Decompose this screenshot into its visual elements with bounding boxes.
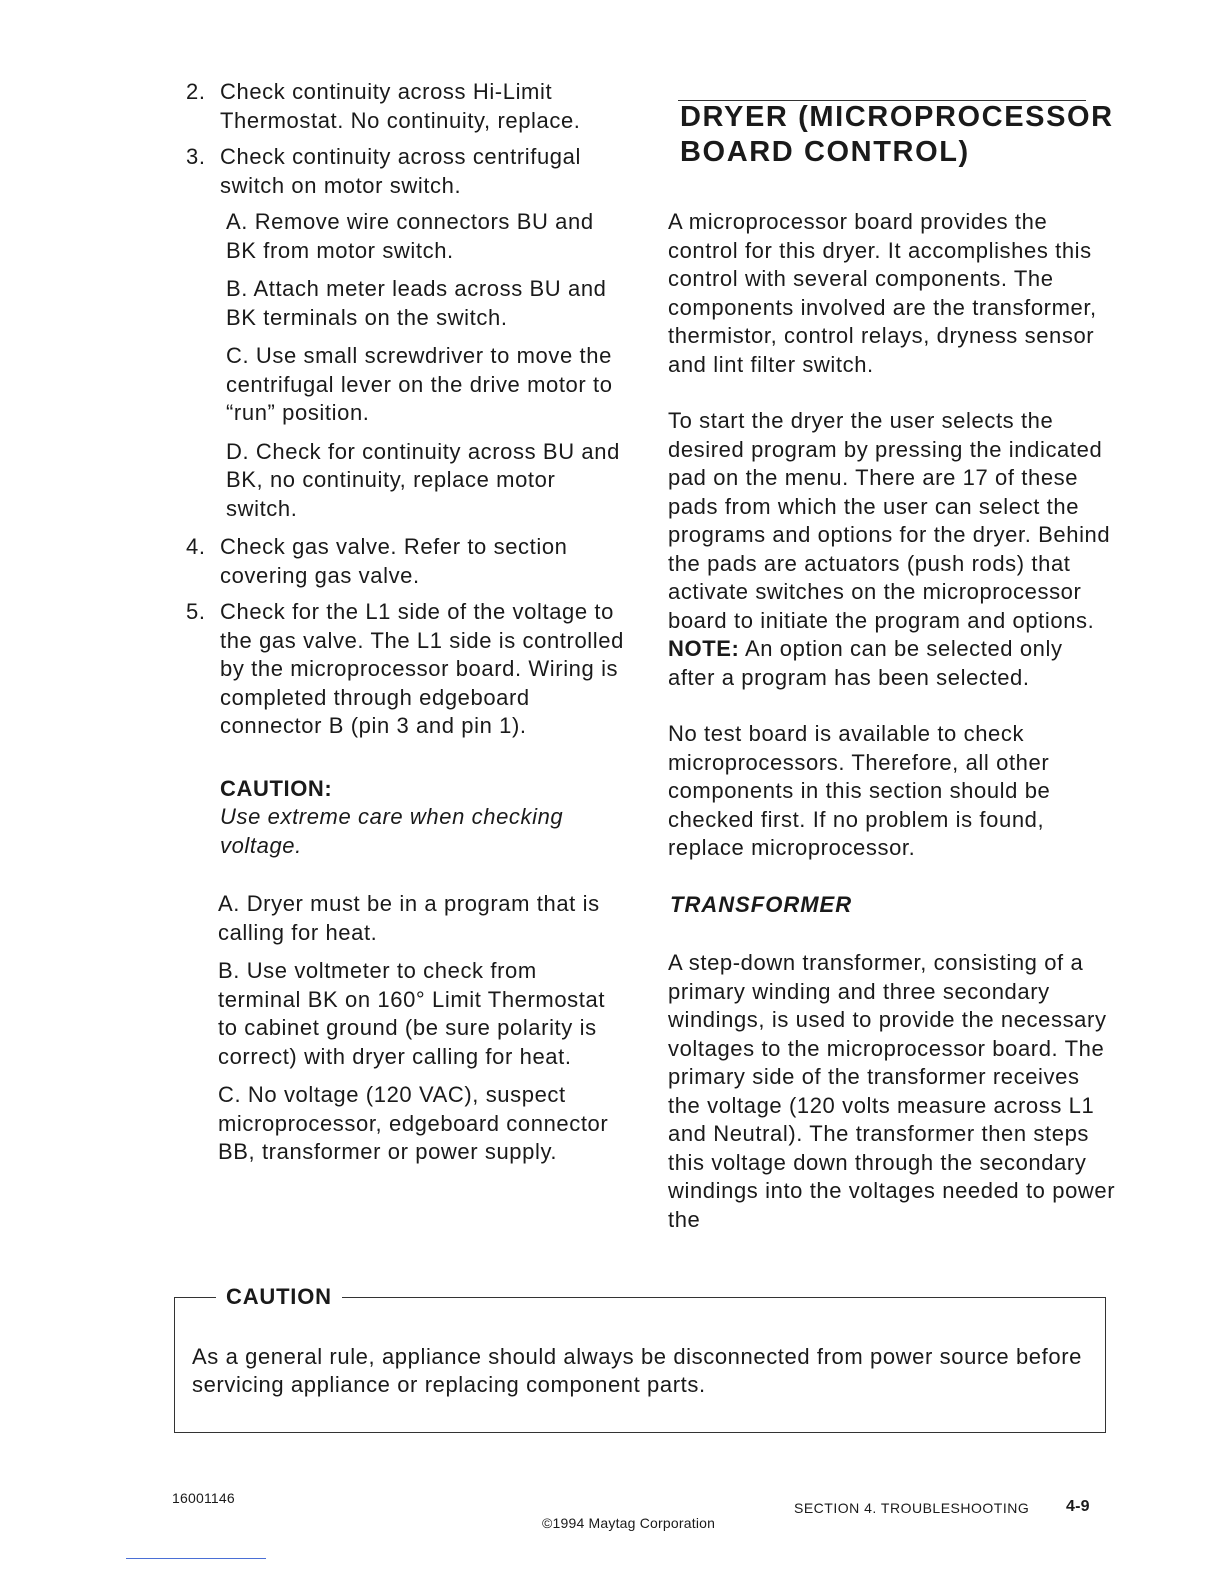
section-heading: DRYER (MICROPROCESSOR BOARD CONTROL) bbox=[680, 101, 1114, 168]
list-item-5 bbox=[186, 598, 626, 741]
sub-step-d: D. Check for continuity across BU and BK, no continuity, replace motor switch. bbox=[226, 438, 620, 521]
voltage-step-b: B. Use voltmeter to check from terminal BK on 160° Limit Thermostat to cabinet ground (be sure polarity is correct) with dryer calling for heat. bbox=[218, 958, 606, 1069]
caution-box-text: As a general rule, appliance should always be disconnected from power source before servicing appliance or replacing component parts. bbox=[192, 1344, 1082, 1397]
transformer-subheading: TRANSFORMER bbox=[670, 891, 853, 917]
paragraph-start-dryer bbox=[668, 407, 1116, 692]
section-label: SECTION 4. TROUBLESHOOTING bbox=[794, 1500, 1030, 1516]
document-number: 16001146 bbox=[172, 1490, 235, 1506]
list-item-3 bbox=[186, 143, 626, 200]
item-text: Check continuity across centrifugal switch on motor switch. bbox=[220, 144, 581, 198]
item-text: Check gas valve. Refer to section covering gas valve. bbox=[220, 534, 568, 588]
scan-artifact-line bbox=[126, 1558, 266, 1559]
item-number: 3. bbox=[186, 144, 206, 169]
caution-label: CAUTION: bbox=[220, 775, 333, 801]
note-text: An option can be selected only after a program has been selected. bbox=[668, 636, 1063, 690]
list-item-4 bbox=[186, 533, 626, 590]
caution-box-label: CAUTION bbox=[216, 1283, 342, 1311]
paragraph-start-text: To start the dryer the user selects the desired program by pressing the indicated pad on the menu. There are 17 of these pads from which the user can select the programs and options for the dryer. Behind the pads are actuators (push rods) that activate switches on the microprocessor board to initiate the program and options. bbox=[668, 408, 1111, 633]
right-column bbox=[668, 86, 1116, 1262]
left-column bbox=[186, 78, 626, 1177]
paragraph-transformer: A step-down transformer, consisting of a primary winding and three secondary windings, is used to provide the necessary voltages to the microprocessor board. The primary side of the transformer receives the voltage (120 volts measure across L1 and Neutral). The transformer then steps this voltage down through the secondary windings into the voltages needed to power the bbox=[668, 950, 1116, 1232]
page-number: 4-9 bbox=[1066, 1498, 1090, 1515]
note-label: NOTE: bbox=[668, 636, 740, 661]
sub-step-c: C. Use small screwdriver to move the centrifugal lever on the drive motor to “run” position. bbox=[226, 343, 613, 425]
sub-step-a: A. Remove wire connectors BU and BK from motor switch. bbox=[226, 209, 594, 263]
copyright: ©1994 Maytag Corporation bbox=[542, 1515, 716, 1531]
voltage-step-a: A. Dryer must be in a program that is calling for heat. bbox=[218, 891, 600, 945]
list-item-2 bbox=[186, 78, 626, 135]
paragraph-test-board: No test board is available to check microprocessors. Therefore, all other components in this section should be checked first. If no problem is found, replace microprocessor. bbox=[668, 721, 1051, 860]
sub-step-b: B. Attach meter leads across BU and BK terminals on the switch. bbox=[226, 276, 607, 330]
item-number: 2. bbox=[186, 79, 206, 104]
item-number: 4. bbox=[186, 534, 206, 559]
caution-text: Use extreme care when checking voltage. bbox=[220, 804, 564, 858]
paragraph-intro: A microprocessor board provides the control for this dryer. It accomplishes this control with several components. The components involved are the transformer, thermistor, control relays, dryness sensor and lint filter switch. bbox=[668, 209, 1097, 377]
item-text: Check continuity across Hi-Limit Thermostat. No continuity, replace. bbox=[220, 79, 581, 133]
item-number: 5. bbox=[186, 599, 206, 624]
item-text: Check for the L1 side of the voltage to the gas valve. The L1 side is controlled by the microprocessor board. Wiring is completed through edgeboard connector B (pin 3 and pin 1). bbox=[220, 599, 624, 738]
voltage-step-c: C. No voltage (120 VAC), suspect microprocessor, edgeboard connector BB, transformer or power supply. bbox=[218, 1082, 609, 1164]
